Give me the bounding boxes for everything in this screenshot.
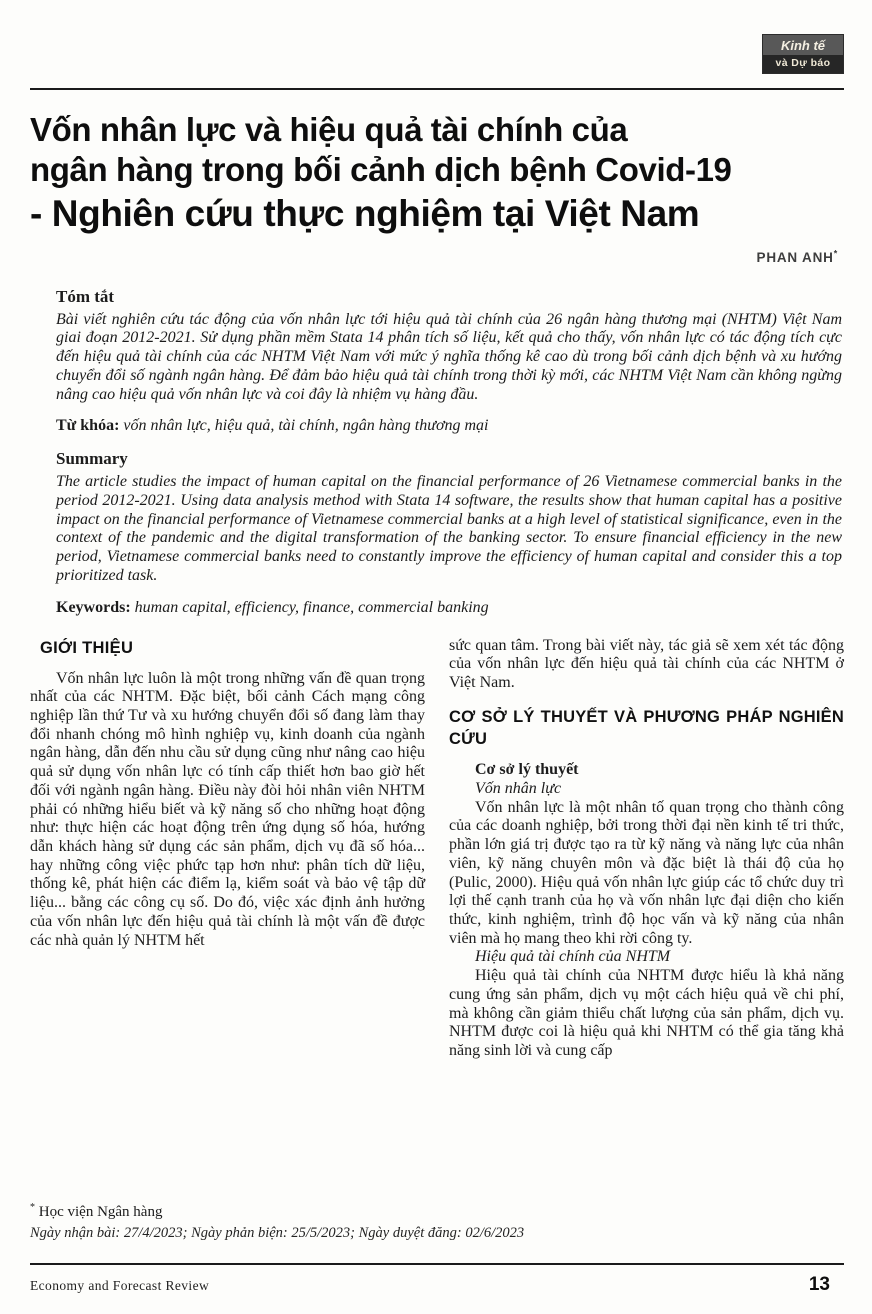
footnote-block (30, 1202, 844, 1242)
theory-topic-human-capital: Vốn nhân lực (475, 779, 562, 797)
abstract-section (56, 287, 842, 617)
author-name-text: PHAN ANH (756, 249, 834, 265)
abstract-en-body: The article studies the impact of human capital on the financial performance of 26 Vietnamese commercial banks in the period 2012-2021. Using data analysis method with Stata 14 software, the results show that human capital has a positive impact on the financial performance of Vietnamese commercial banks at a high level of statistical significance, even in the context of the pandemic and the digital transformation of the banking sector. To ensure financial efficiency in the new period, Vietnamese commercial banks need to constantly improve the efficiency of human capital and consider this a top prioritized task. (56, 473, 842, 584)
abstract-vi-heading: Tóm tắt (56, 286, 115, 306)
intro-heading: GIỚI THIỆU (40, 638, 134, 657)
keywords-vi-label: Từ khóa: (56, 417, 120, 435)
right-column (449, 637, 844, 1061)
article-title-line2: ngân hàng trong bối cảnh dịch bệnh Covid-19 (30, 151, 732, 189)
page-top-bar (30, 34, 844, 74)
author-footnote-mark: * (833, 248, 838, 259)
article-title-line1: Vốn nhân lực và hiệu quả tài chính của (30, 110, 628, 148)
footnote-mark: * (30, 1202, 35, 1213)
article-title-line3: - Nghiên cứu thực nghiệm tại Việt Nam (30, 192, 700, 234)
theory-paragraph-financial-performance: Hiệu quả tài chính của NHTM được hiểu là khả năng cung ứng sản phẩm, dịch vụ một cách hiệu quả về chi phí, mà không cần giảm thiểu chất lượng của sản phẩm, dịch vụ. NHTM được coi là hiệu quả khi NHTM có thể gia tăng khả năng sinh lời và cung cấp (449, 967, 844, 1060)
author-name (757, 250, 838, 265)
keywords-en (56, 599, 842, 617)
keywords-en-label: Keywords: (56, 598, 131, 616)
keywords-vi-text: vốn nhân lực, hiệu quả, tài chính, ngân hàng thương mại (123, 417, 489, 435)
theory-heading: CƠ SỞ LÝ THUYẾT VÀ PHƯƠNG PHÁP NGHIÊN CỨU (449, 707, 844, 748)
keywords-vi (56, 417, 842, 435)
keywords-en-text: human capital, efficiency, finance, commercial banking (134, 598, 489, 616)
intro-paragraph-left: Vốn nhân lực luôn là một trong những vấn đề quan trọng nhất của các NHTM. Đặc biệt, bối cảnh Cách mạng công nghiệp lần thứ Tư và xu hướng chuyển đổi số đang làm thay đổi nhanh chóng mô hình nghiệp vụ, kinh doanh của ngành ngân hàng, dẫn đến nhu cầu sử dụng cũng như nâng cao hiệu quả sử dụng vốn nhân lực có tính cấp thiết hơn bao giờ hết đối với ngành ngân hàng. Điều này đòi hỏi nhân viên NHTM phải có những hiểu biết và kỹ năng số cho những hoạt động như: thực hiện các hoạt động trên ứng dụng số hóa, hướng dẫn khách hàng sử dụng các sản phẩm, dịch vụ đã số hóa... hay những công việc phức tạp hơn như: phân tích dữ liệu, thống kê, phát hiện các điểm lạ, kiểm soát và bảo vệ tập dữ liệu... bằng các công cụ số. Do đó, việc xác định ảnh hưởng của vốn nhân lực đến hiệu quả tài chính là một vấn đề được các nhà quản lý NHTM hết (30, 669, 425, 949)
page-footer (30, 1263, 844, 1296)
article-title (30, 110, 844, 237)
theory-topic-financial-performance: Hiệu quả tài chính của NHTM (475, 948, 671, 966)
footnote-affiliation (30, 1202, 844, 1221)
theory-subheading: Cơ sở lý thuyết (475, 761, 579, 779)
left-column (30, 637, 425, 1061)
footnote-affiliation-text: Học viện Ngân hàng (38, 1204, 163, 1220)
intro-paragraph-continuation: sức quan tâm. Trong bài viết này, tác giả sẽ xem xét tác động của vốn nhân lực đến hiệu quả tài chính của các NHTM ở Việt Nam. (449, 636, 844, 691)
header-rule (30, 88, 844, 90)
page-number: 13 (808, 1274, 830, 1295)
journal-logo-badge (762, 34, 844, 74)
abstract-en-heading: Summary (56, 449, 128, 469)
article-body-columns (30, 637, 844, 1061)
journal-logo-line2: và Dự báo (763, 55, 843, 73)
theory-paragraph-human-capital: Vốn nhân lực là một nhân tố quan trọng cho thành công của các doanh nghiệp, bởi trong thời đại nền kinh tế tri thức, phần lớn giá trị được tạo ra từ kỹ năng và năng lực của nhân viên, kỹ năng chuyên môn và đặc biệt là thái độ của họ (Pulic, 2000). Hiệu quả vốn nhân lực giúp các tổ chức duy trì lợi thế cạnh tranh của họ và vốn nhân lực đại diện cho kiến thức, kinh nghiệm, trình độ học vấn và kỹ năng của nhân viên mà họ mang theo khi rời công ty. (449, 798, 844, 947)
abstract-vi-body: Bài viết nghiên cứu tác động của vốn nhân lực tới hiệu quả tài chính của 26 ngân hàng thương mại (NHTM) Việt Nam giai đoạn 2012-2021. Sử dụng phần mềm Stata 14 phân tích số liệu, kết quả cho thấy, vốn nhân lực có tác động tích cực đến hiệu quả tài chính của các NHTM Việt Nam với mức ý nghĩa thống kê cao dù trong bối cảnh dịch bệnh và xu hướng chuyển đổi số ngành ngân hàng. Để đảm bảo hiệu quả tài chính trong thời kỳ mới, các NHTM Việt Nam cần không ngừng nâng cao hiệu quả vốn nhân lực và coi đây là nhiệm vụ hàng đầu. (56, 310, 842, 403)
footnote-dates: Ngày nhận bài: 27/4/2023; Ngày phản biện: 25/5/2023; Ngày duyệt đăng: 02/6/2023 (30, 1225, 525, 1241)
author-row (30, 248, 844, 267)
journal-logo-line1: Kinh tế (780, 38, 826, 53)
journal-name: Economy and Forecast Review (30, 1278, 210, 1293)
